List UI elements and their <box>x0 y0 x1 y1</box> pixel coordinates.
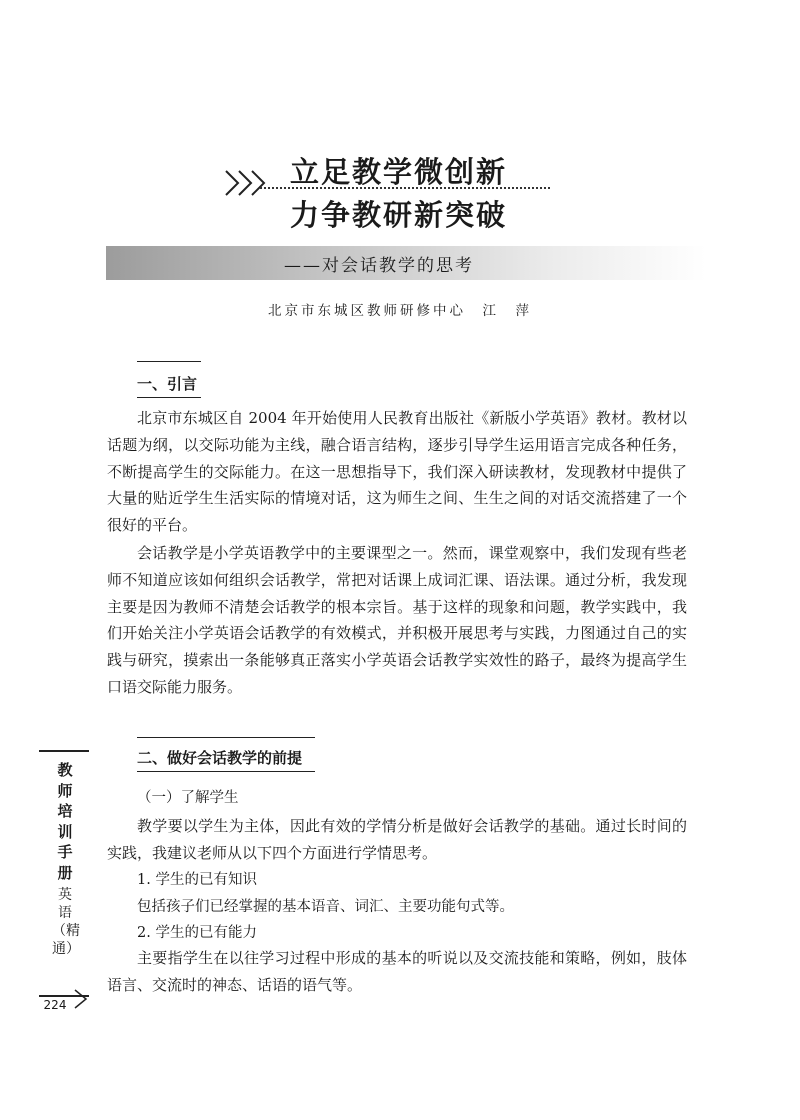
heading-rule-top <box>137 361 201 362</box>
sidebar-rule-top <box>39 750 89 752</box>
article-title-line-1: 立足教学微创新 <box>290 155 508 189</box>
title-dotted-rule <box>260 187 550 189</box>
article-subtitle: ——对会话教学的思考 <box>284 256 474 276</box>
article-author: 北京市东城区教师研修中心 江 萍 <box>268 303 532 319</box>
sidebar-book-title: 教师培训手册 <box>57 761 73 882</box>
article-title-line-2: 力争教研新突破 <box>290 198 508 232</box>
section-heading-text: 二、做好会话教学的前提 <box>137 749 303 767</box>
item-1-text: 包括孩子们已经掌握的基本语音、词汇、主要功能句式等。 <box>137 899 514 915</box>
item-2-title: 2. 学生的已有能力 <box>137 925 257 941</box>
heading-rule-bottom <box>137 397 201 398</box>
intro-paragraph-2: 会话教学是小学英语教学中的主要课型之一。然而，课堂观察中，我们发现有些老师不知道应该如何组织会话教学，常把对话课上成词汇课、语法课。通过分析，我发现主要是因为教师不清楚会话教学的根本宗旨。基于这样的现象和问题，教学实践中，我们开始关注小学英语会话教学的有效模式，并积极开展思考与实践，力图通过自己的实践与研究，摸索出一条能够真正落实小学英语会话教学实效性的路子，最终为提高学生口语交际能力服务。 <box>107 544 687 696</box>
heading-rule-bottom <box>137 771 315 772</box>
sidebar-subject: 英语（精通） <box>52 887 80 957</box>
heading-rule-top <box>137 737 315 738</box>
section-heading-text: 一、引言 <box>137 375 198 393</box>
prerequisite-intro-paragraph: 教学要以学生为主体，因此有效的学情分析是做好会话教学的基础。通过长时间的实践，我建议老师从以下四个方面进行学情思考。 <box>107 817 687 862</box>
intro-paragraph-1: 北京市东城区自 2004 年开始使用人民教育出版社《新版小学英语》教材。教材以话题为纲，以交际功能为主线，融合语言结构，逐步引导学生运用语言完成各种任务，不断提高学生的交际能力。在这一思想指导下，我们深入研读教材，发现教材中提供了大量的贴近学生生活实际的情境对话，这为师生之间、生生之间的对话交流搭建了一个很好的平台。 <box>107 409 687 535</box>
subheading-know-students: （一）了解学生 <box>137 790 239 806</box>
triple-chevron-right-icon <box>224 168 276 198</box>
item-1-title: 1. 学生的已有知识 <box>137 872 257 888</box>
article-title-block <box>220 150 550 240</box>
chevron-right-icon <box>72 988 90 1010</box>
subtitle-band <box>106 246 706 280</box>
item-2-text: 主要指学生在以往学习过程中形成的基本的听说以及交流技能和策略，例如，肢体语言、交流时的神态、话语的语气等。 <box>107 949 687 994</box>
page-number: 224 <box>43 998 67 1012</box>
